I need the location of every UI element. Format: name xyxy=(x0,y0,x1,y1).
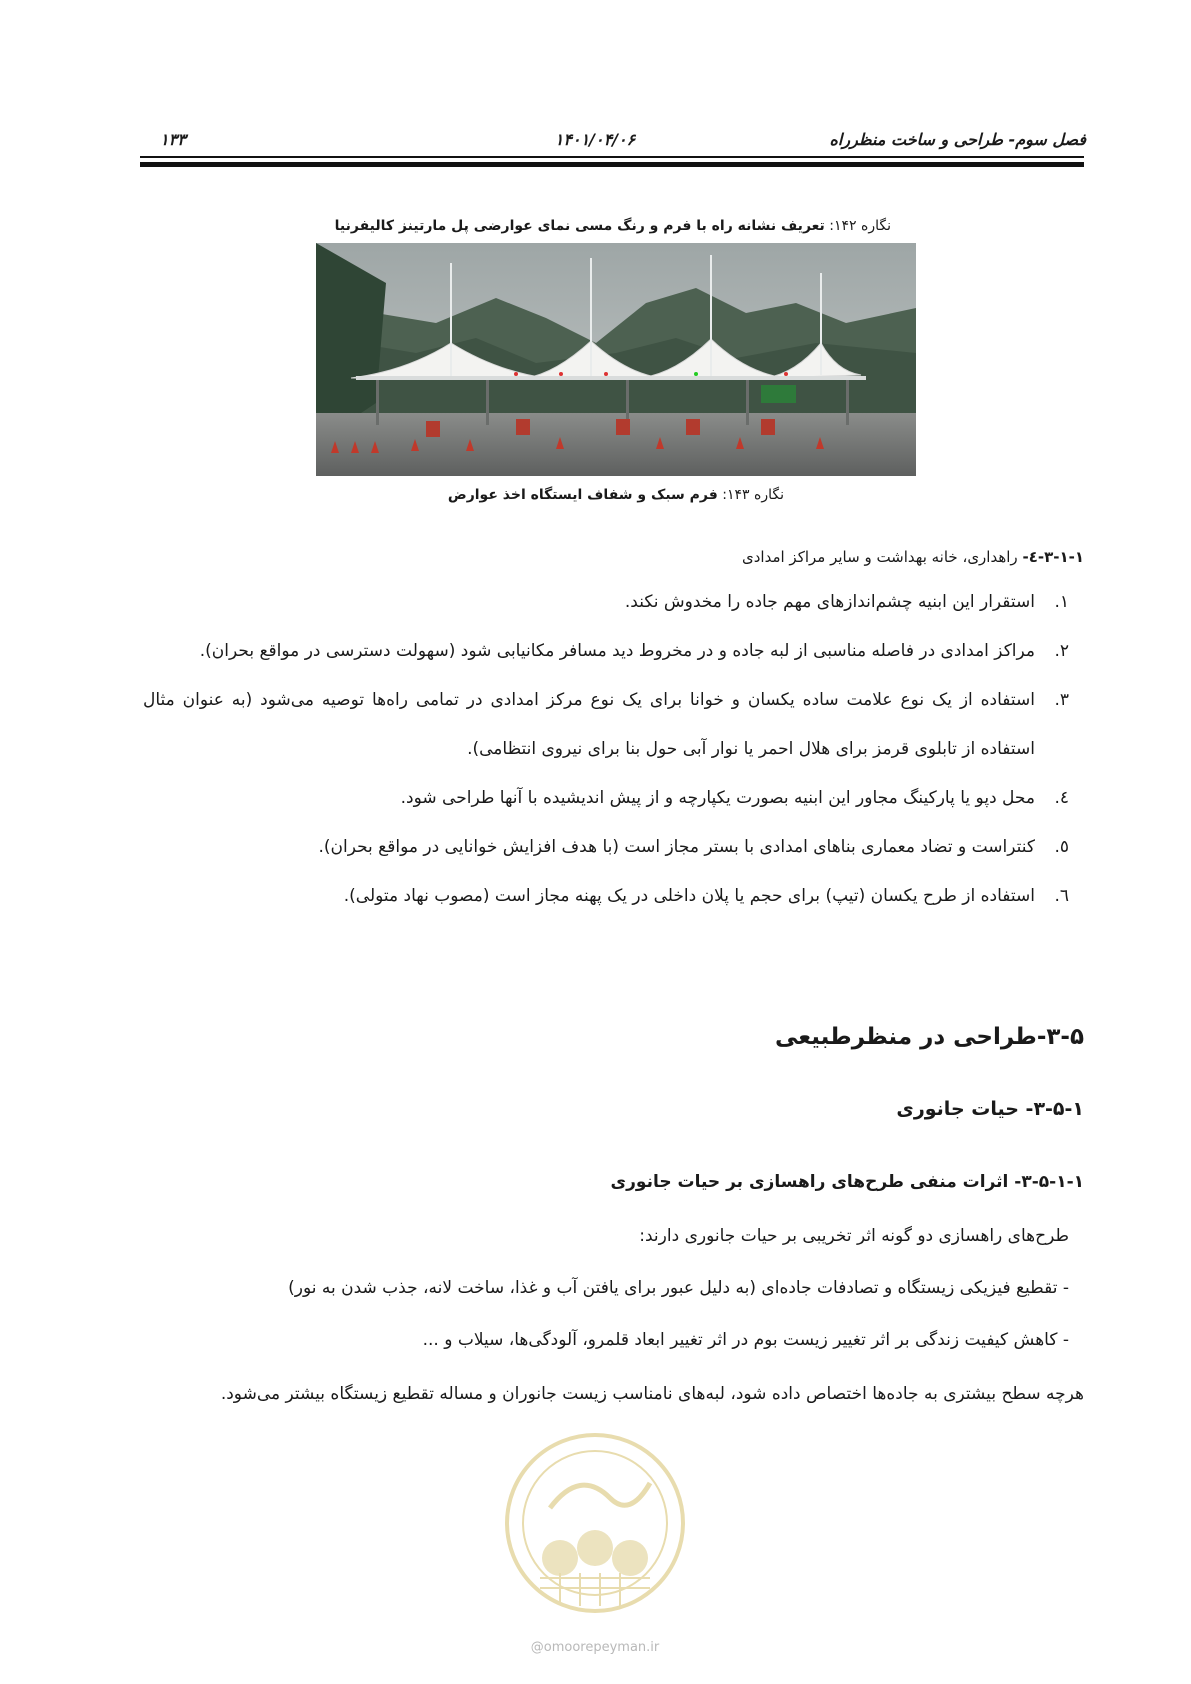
list-item-number: ۲. xyxy=(1054,641,1069,661)
list-item-text: استفاده از یک نوع علامت ساده یکسان و خوانا برای یک نوع مرکز امدادی در تمامی راه‌ها توصیه می‌شود (به عنوان مثال استفاده از تابلوی قرمز برای هلال احمر یا نوار آبی حول بنا برای نیروی انتظامی). xyxy=(143,690,1035,759)
list-item-text: مراکز امدادی در فاصله مناسبی از لبه جاده و در مخروط دید مسافر مکانیابی شود (سهولت دسترسی در مواقع بحران). xyxy=(199,641,1035,661)
list-item xyxy=(143,578,1069,627)
figure-142-caption xyxy=(335,218,891,234)
section-title: راهداری، خانه بهداشت و سایر مراکز امدادی xyxy=(741,548,1018,566)
section-heading-3-1-1-4 xyxy=(742,548,1084,566)
recommendations-list xyxy=(143,578,1069,921)
list-item xyxy=(143,872,1069,921)
section-number: ۳-۱-۱-٤- xyxy=(1022,548,1084,566)
bullet-paragraph-2: - کاهش کیفیت زندگی بر اثر تغییر زیست بوم در اثر تغییر ابعاد قلمرو، آلودگی‌ها، سیلاب و ... xyxy=(422,1330,1069,1350)
list-item-number: ٥. xyxy=(1054,837,1069,857)
list-item-text: استقرار این ابنیه چشم‌اندازهای مهم جاده را مخدوش نکند. xyxy=(624,592,1035,612)
heading-3-5: ۳-۵-طراحی در منظرطبیعی xyxy=(775,1024,1084,1050)
chapter-title: فصل سوم- طراحی و ساخت منظرراه xyxy=(829,130,1086,149)
list-item-text: محل دپو یا پارکینگ مجاور این ابنیه بصورت یکپارچه و از پیش اندیشیده با آنها طراحی شود. xyxy=(400,788,1035,808)
header-rule-thin xyxy=(140,156,1084,158)
intro-paragraph: طرح‌های راهسازی دو گونه اثر تخریبی بر حیات جانوری دارند: xyxy=(639,1226,1069,1246)
figure-143-caption xyxy=(448,487,784,503)
page-number: ۱۳۳ xyxy=(160,130,186,149)
figure-143-text: فرم سبک و شفاف ایستگاه اخذ عوارض xyxy=(447,487,718,503)
list-item xyxy=(143,627,1069,676)
watermark-logo xyxy=(500,1428,690,1618)
list-item xyxy=(143,676,1069,774)
list-item xyxy=(143,823,1069,872)
list-item-number: ۳. xyxy=(1054,690,1069,710)
heading-3-5-1: ۳-۵-۱- حیات جانوری xyxy=(896,1098,1084,1120)
header-date: ۱۴۰۱/۰۴/۰۶ xyxy=(554,130,636,149)
list-item-number: ۱. xyxy=(1054,592,1069,612)
list-item-number: ٤. xyxy=(1054,788,1069,808)
list-item-number: ٦. xyxy=(1054,886,1069,906)
closing-paragraph: هرچه سطح بیشتری به جاده‌ها اختصاص داده شود، لبه‌های نامناسب زیست جانوران و مساله تقطیع زیستگاه بیشتر می‌شود. xyxy=(220,1384,1084,1404)
heading-3-5-1-1: ۳-۵-۱-۱- اثرات منفی طرح‌های راهسازی بر حیات جانوری xyxy=(610,1172,1084,1192)
list-item-text: استفاده از طرح یکسان (تیپ) برای حجم یا پلان داخلی در یک پهنه مجاز است (مصوب نهاد متولی). xyxy=(343,886,1035,906)
header-rule-thick xyxy=(140,162,1084,167)
bullet-paragraph-1: - تقطیع فیزیکی زیستگاه و تصادفات جاده‌ای (به دلیل عبور برای یافتن آب و غذا، ساخت لانه، جذب شدن به نور) xyxy=(288,1278,1069,1298)
list-item-text: کنتراست و تضاد معماری بناهای امدادی با بستر مجاز است (با هدف افزایش خوانایی در مواقع بحران). xyxy=(318,837,1035,857)
figure-142-label: نگاره ۱۴۲: xyxy=(829,218,891,234)
figure-143-label: نگاره ۱۴۳: xyxy=(722,487,784,503)
figure-142-text: تعریف نشانه راه با فرم و رنگ مسی نمای عوارضی پل مارتینز کالیفرنیا xyxy=(334,218,825,234)
toll-station-photo xyxy=(316,243,916,476)
list-item xyxy=(143,774,1069,823)
watermark-url: @omoorepeyman.ir xyxy=(530,1640,660,1655)
